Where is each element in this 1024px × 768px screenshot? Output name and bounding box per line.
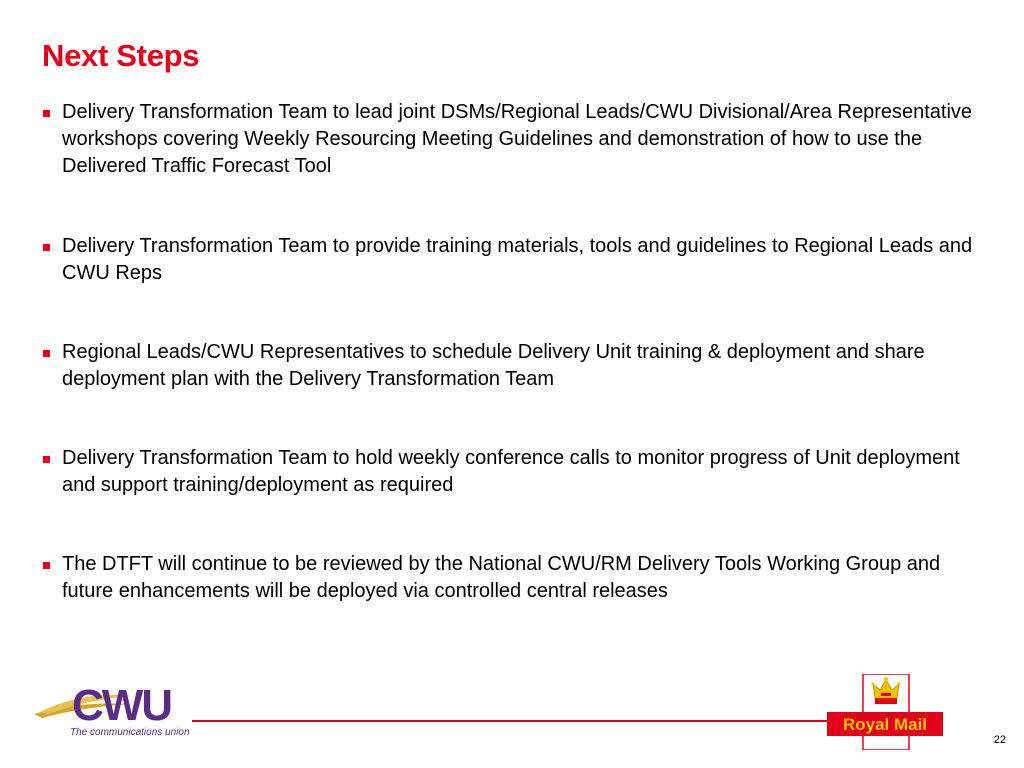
bullet-text: Delivery Transformation Team to hold weekly conference calls to monitor progress of Unit deployment and support training/deployment as required [62, 447, 960, 496]
royal-mail-wordmark: Royal Mail [842, 715, 928, 734]
footer-divider [192, 720, 828, 722]
slide-title: Next Steps [42, 38, 200, 73]
square-bullet-icon [43, 456, 50, 463]
bullet-text: Delivery Transformation Team to lead joint DSMs/Regional Leads/CWU Divisional/Area Representative workshops covering Weekly Resourcing Meeting Guidelines and demonstration of how to use the Delivered Traffic Forecast Tool [62, 101, 973, 177]
bullet-item [42, 445, 982, 499]
cwu-tagline: The communications union [70, 727, 190, 738]
page-number: 22 [993, 734, 1006, 746]
bullet-list [42, 99, 982, 657]
bullet-text: Regional Leads/CWU Representatives to schedule Delivery Unit training & deployment and share deployment plan with the Delivery Transformation Team [62, 341, 925, 390]
bullet-item [42, 551, 982, 605]
square-bullet-icon [43, 562, 50, 569]
square-bullet-icon [43, 244, 50, 251]
bullet-text: The DTFT will continue to be reviewed by the National CWU/RM Delivery Tools Working Group and future enhancements will be deployed via controlled central releases [62, 553, 941, 602]
bullet-item [42, 339, 982, 393]
royal-mail-logo [827, 674, 943, 750]
bullet-item [42, 233, 982, 287]
bullet-text: Delivery Transformation Team to provide training materials, tools and guidelines to Regional Leads and CWU Reps [62, 235, 973, 284]
bullet-item [42, 99, 982, 180]
cwu-wordmark: CWU [72, 681, 172, 730]
square-bullet-icon [43, 110, 50, 117]
square-bullet-icon [43, 350, 50, 357]
